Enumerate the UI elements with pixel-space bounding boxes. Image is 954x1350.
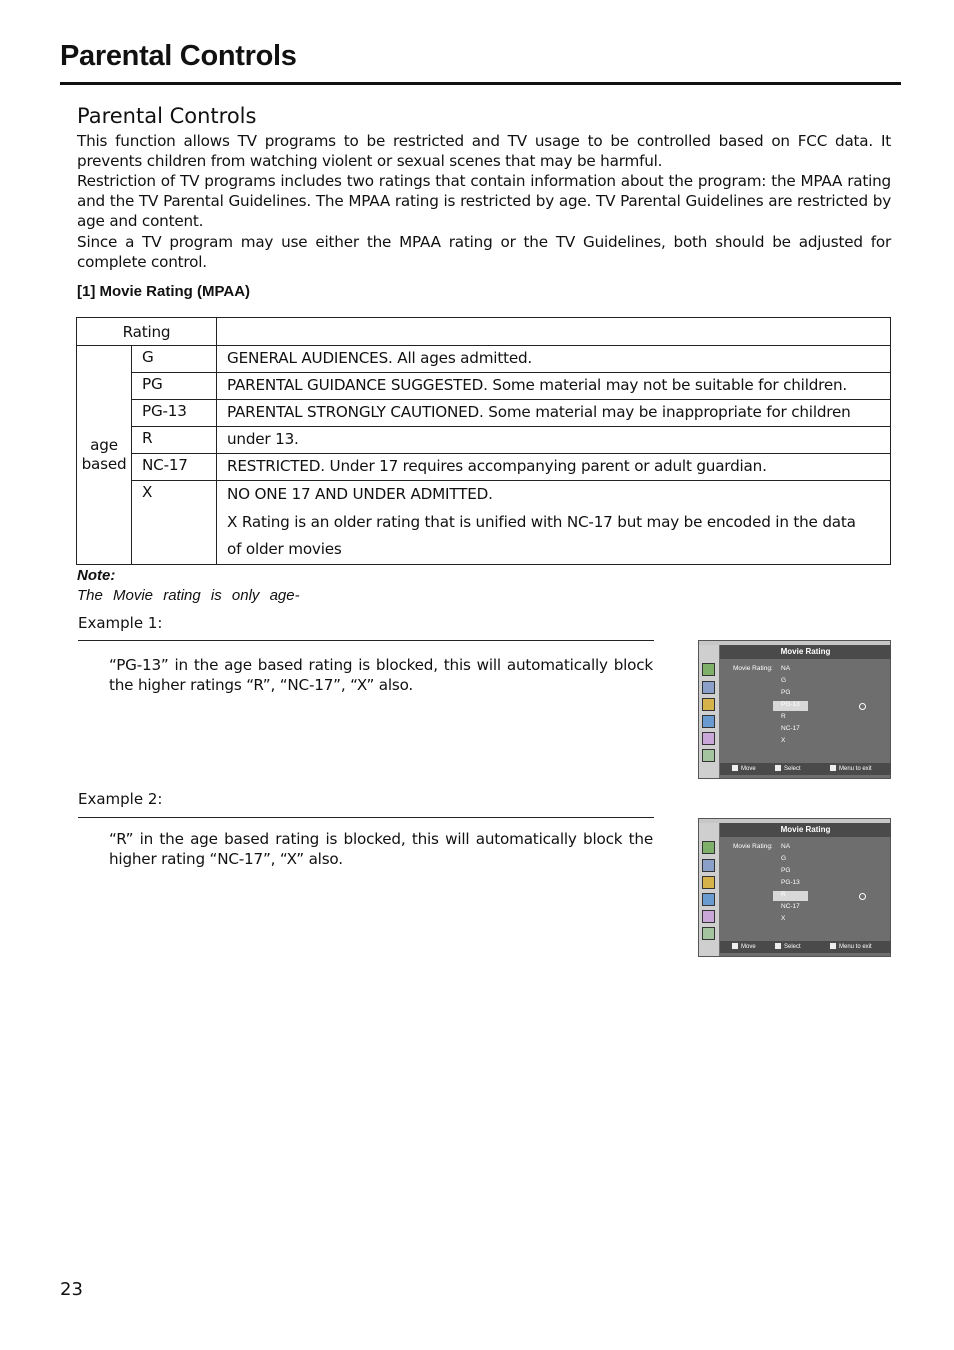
rating-desc-line-2: X Rating is an older rating that is unified with NC-17 but may be encoded in the data — [227, 512, 856, 531]
intro-paragraph-3: Since a TV program may use either the MPAA rating or the TV Guidelines, both should be adjusted for complete control. — [77, 233, 891, 272]
timer-icon — [702, 749, 715, 762]
osd-option: NC-17 — [781, 725, 800, 732]
osd-option: NA — [781, 665, 791, 672]
rating-code: PG — [132, 373, 217, 400]
table-row — [77, 400, 891, 427]
based-label: based — [81, 454, 127, 473]
rating-desc: PARENTAL GUIDANCE SUGGESTED. Some material may not be suitable for children. — [217, 373, 891, 400]
osd-option: NA — [781, 843, 791, 850]
rating-code: PG-13 — [132, 400, 217, 427]
lock-icon — [702, 910, 715, 923]
intro-paragraph-1: This function allows TV programs to be restricted and TV usage to be controlled based on FCC data. It prevents children from watching violent or sexual scenes that may be harmful. — [77, 132, 891, 171]
sound-icon — [702, 859, 715, 872]
osd-move-label: Move — [741, 944, 756, 950]
radio-icon — [859, 893, 866, 900]
sound-icon — [702, 681, 715, 694]
osd-select-label: Select — [784, 944, 801, 950]
osd-option: G — [781, 677, 787, 684]
section-title: Parental Controls — [77, 104, 257, 128]
osd-option: PG — [781, 689, 791, 696]
osd-option: PG-13 — [781, 879, 800, 886]
picture-icon — [702, 841, 715, 854]
table-row — [77, 454, 891, 481]
rating-code: X — [132, 481, 217, 565]
example-2-text: “R” in the age based rating is blocked, this will automatically block the higher rating “NC-17”, “X” also. — [109, 830, 653, 868]
rating-table — [76, 317, 891, 565]
age-label: age — [90, 435, 118, 454]
setup-icon — [702, 715, 715, 728]
osd-screen-2 — [698, 818, 891, 957]
table-row — [77, 481, 891, 565]
rating-code: NC-17 — [132, 454, 217, 481]
example-2-label: Example 2: — [78, 790, 163, 808]
rating-code: R — [132, 427, 217, 454]
rating-desc-line-1: NO ONE 17 AND UNDER ADMITTED. — [227, 485, 493, 503]
osd-highlight — [773, 891, 808, 901]
menu-key-icon — [830, 943, 836, 949]
picture-icon — [702, 663, 715, 676]
osd-label: Movie Rating: — [733, 665, 773, 672]
select-key-icon — [775, 765, 781, 771]
osd-option-selected: R — [781, 891, 786, 898]
osd-option-selected: PG-13 — [781, 701, 800, 708]
channel-icon — [702, 698, 715, 711]
example-2-rule — [78, 817, 654, 818]
example-1-text: “PG-13” in the age based rating is blocked, this will automatically block the higher ratings “R”, “NC-17”, “X” also. — [109, 656, 653, 694]
table-row — [77, 346, 891, 373]
osd-footer — [720, 941, 891, 953]
radio-icon — [859, 703, 866, 710]
osd-sidebar — [699, 823, 719, 956]
osd-title: Movie Rating — [720, 823, 891, 837]
osd-exit-label: Menu to exit — [839, 944, 872, 950]
osd-title: Movie Rating — [720, 645, 891, 659]
page-number: 23 — [60, 1279, 83, 1300]
table-header-row — [77, 318, 891, 346]
osd-option: R — [781, 713, 786, 720]
osd-screen-1 — [698, 640, 891, 779]
rating-desc — [217, 481, 891, 565]
move-key-icon — [732, 943, 738, 949]
note-text: The Movie rating is only age- — [77, 587, 300, 604]
table-header-empty — [217, 318, 891, 346]
rating-desc: GENERAL AUDIENCES. All ages admitted. — [217, 346, 891, 373]
sub-heading: [1] Movie Rating (MPAA) — [77, 283, 251, 300]
select-key-icon — [775, 943, 781, 949]
osd-sidebar — [699, 645, 719, 778]
rating-code: G — [132, 346, 217, 373]
menu-key-icon — [830, 765, 836, 771]
rating-desc-line-3: of older movies — [227, 540, 342, 558]
title-rule — [60, 82, 901, 85]
timer-icon — [702, 927, 715, 940]
rating-desc: PARENTAL STRONGLY CAUTIONED. Some material may be inappropriate for children — [217, 400, 891, 427]
move-key-icon — [732, 765, 738, 771]
channel-icon — [702, 876, 715, 889]
osd-option: G — [781, 855, 787, 862]
osd-option: X — [781, 737, 786, 744]
example-1-label: Example 1: — [78, 614, 163, 632]
osd-select-label: Select — [784, 766, 801, 772]
note-title: Note: — [77, 567, 116, 584]
osd-option: NC-17 — [781, 903, 800, 910]
rating-desc: RESTRICTED. Under 17 requires accompanying parent or adult guardian. — [217, 454, 891, 481]
example-1-rule — [78, 640, 654, 641]
page-title: Parental Controls — [60, 40, 297, 72]
osd-footer — [720, 763, 891, 775]
osd-exit-label: Menu to exit — [839, 766, 872, 772]
table-header: Rating — [77, 318, 217, 346]
lock-icon — [702, 732, 715, 745]
osd-option: X — [781, 915, 786, 922]
age-based-label — [77, 346, 132, 565]
table-row — [77, 427, 891, 454]
table-row — [77, 373, 891, 400]
osd-label: Movie Rating: — [733, 843, 773, 850]
osd-move-label: Move — [741, 766, 756, 772]
setup-icon — [702, 893, 715, 906]
intro-paragraph-2: Restriction of TV programs includes two ratings that contain information about the program: the MPAA rating and the TV Parental Guidelines. The MPAA rating is restricted by age. TV Parental Guidelines are restricted by age and content. — [77, 172, 891, 231]
rating-desc: under 13. — [217, 427, 891, 454]
osd-option: PG — [781, 867, 791, 874]
